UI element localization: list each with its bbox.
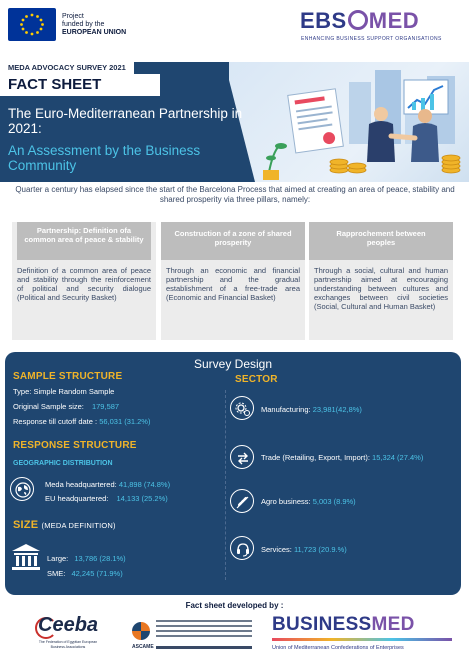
- pillar-title: Rapprochement between peoples: [309, 222, 453, 260]
- response-cutoff: [13, 417, 150, 427]
- sector-value: 11,723 (20.9.%): [293, 545, 347, 554]
- gears-icon: [230, 396, 254, 420]
- sample-type-label: Type:: [13, 387, 32, 396]
- sector-label: Services:: [261, 545, 292, 554]
- businessmed-subtitle: Union of Mediterranean Confederations of Enterprises: [272, 645, 404, 651]
- meda-value: 41,898 (74.8%): [118, 480, 171, 489]
- meda-label: Meda headquartered:: [45, 480, 117, 489]
- sector-label: Agro business:: [261, 497, 311, 506]
- business-illustration: [229, 62, 469, 182]
- handshake-contract-illustration: [229, 62, 469, 182]
- pillar-body: Definition of a common area of peace and stability through the reinforcement of political and security dialogue (Political and Security Basket): [17, 266, 151, 302]
- eu-text-line-1: Project: [62, 13, 84, 20]
- size-sme: [47, 569, 123, 579]
- original-sample-value: 179,587: [91, 402, 120, 411]
- eu-value: 14,133 (25.2%): [116, 494, 168, 503]
- response-structure-heading: RESPONSE STRUCTURE: [13, 440, 137, 451]
- sample-type: [13, 387, 114, 397]
- page-subtitle: An Assessment by the Business Community: [8, 143, 201, 173]
- eu-funding-text: [62, 13, 126, 37]
- meda-headquartered: [45, 480, 170, 490]
- response-cutoff-value: 56,031 (31.2%): [99, 417, 151, 426]
- pillar-title: Partnership: Definition ofa common area of peace & stability: [17, 222, 151, 260]
- sme-label: SME:: [47, 569, 66, 578]
- businessmed-logo: [272, 614, 462, 662]
- ascame-wordmark: ASCAME: [132, 644, 154, 650]
- sector-manufacturing: [261, 405, 362, 415]
- pillar-card-2: [161, 222, 305, 340]
- ebsomed-wordmark: EBS MED: [300, 8, 420, 33]
- pillar-card-3: [309, 222, 453, 340]
- large-label: Large:: [47, 554, 69, 563]
- ebsomed-tagline: ENHANCING BUSINESS SUPPORT ORGANISATIONS: [301, 36, 442, 42]
- businessmed-part1: BUSINESS: [272, 614, 372, 635]
- businessmed-color-bar: [272, 638, 452, 641]
- eu-text-line-3: EUROPEAN UNION: [62, 29, 127, 36]
- sector-agro: [261, 497, 356, 507]
- page-title: The Euro-Mediterranean Partnership in 2021:: [8, 106, 243, 136]
- size-subheading: (MEDA DEFINITION): [41, 521, 116, 530]
- sector-trade: [261, 453, 423, 463]
- sample-type-value: Simple Random Sample: [33, 387, 115, 396]
- ceeba-wordmark: Ceeba: [38, 614, 99, 636]
- eu-flag-icon: [8, 8, 56, 41]
- size-heading-text: SIZE: [13, 519, 39, 531]
- size-heading: [13, 519, 116, 531]
- sector-label: Trade (Retailing, Export, Import):: [261, 453, 370, 462]
- ceeba-logo: [30, 614, 100, 662]
- pillar-title: Construction of a zone of shared prosperity: [161, 222, 305, 260]
- ascame-arabic-line: [156, 646, 252, 649]
- ascame-emblem-icon: [132, 622, 150, 640]
- headset-icon: [230, 536, 254, 560]
- original-sample-label: Original Sample size:: [13, 402, 84, 411]
- geographic-distribution-heading: GEOGRAPHIC DISTRIBUTION: [13, 460, 113, 467]
- survey-label: MEDA ADVOCACY SURVEY 2021: [0, 62, 134, 74]
- pillar-card-1: [12, 222, 156, 340]
- sector-services: [261, 545, 347, 555]
- fact-sheet-label: FACT SHEET: [0, 74, 160, 96]
- header: [0, 0, 469, 62]
- sector-heading: SECTOR: [235, 374, 278, 385]
- businessmed-part2: MED: [371, 614, 415, 635]
- survey-design-panel: [5, 352, 461, 595]
- ebsomed-logo: [300, 8, 460, 48]
- original-sample-size: [13, 402, 119, 412]
- sector-value: 5,003 (8.9%): [312, 497, 356, 506]
- ascame-logo: [132, 614, 252, 662]
- pillar-body: Through an economic and financial partnership and the gradual establishment of a free-trade area (Economic and Financial Basket): [166, 266, 300, 302]
- large-value: 13,786 (28.1%): [74, 554, 126, 563]
- sector-value: 15,324 (27.4%): [372, 453, 424, 462]
- sector-label: Manufacturing:: [261, 405, 311, 414]
- size-large: [47, 554, 126, 564]
- exchange-arrows-icon: [230, 445, 254, 469]
- ascame-text-lines: [156, 620, 252, 640]
- intro-paragraph: Quarter a century has elapsed since the start of the Barcelona Process that aimed at creating an area of peace, stability and shared prosperity via three pillars, namely:: [15, 185, 455, 204]
- developed-by-label: Fact sheet developed by :: [185, 601, 284, 610]
- title-banner: [0, 62, 469, 182]
- column-divider: [225, 390, 226, 580]
- eu-label: EU headquartered:: [45, 494, 109, 503]
- survey-design-title: Survey Design: [193, 357, 273, 371]
- businessmed-wordmark: [272, 614, 415, 636]
- globe-icon: [10, 477, 34, 501]
- ceeba-subtitle: The Federation of Egyptian European Business Associations: [38, 640, 98, 649]
- sample-structure-heading: SAMPLE STRUCTURE: [13, 371, 123, 382]
- eu-text-line-2: funded by the: [62, 21, 105, 28]
- sector-value: 23,981(42,8%): [312, 405, 362, 414]
- wheat-icon: [230, 489, 254, 513]
- pillar-body: Through a social, cultural and human partnership aimed at encouraging understanding between cultures and exchanges between civil societies (Social, Cultural and Human Basket): [314, 266, 448, 311]
- response-cutoff-label: Response till cutoff date :: [13, 417, 98, 426]
- eu-headquartered: [45, 494, 168, 504]
- sme-value: 42,245 (71.9%): [71, 569, 123, 578]
- institution-icon: [10, 542, 42, 572]
